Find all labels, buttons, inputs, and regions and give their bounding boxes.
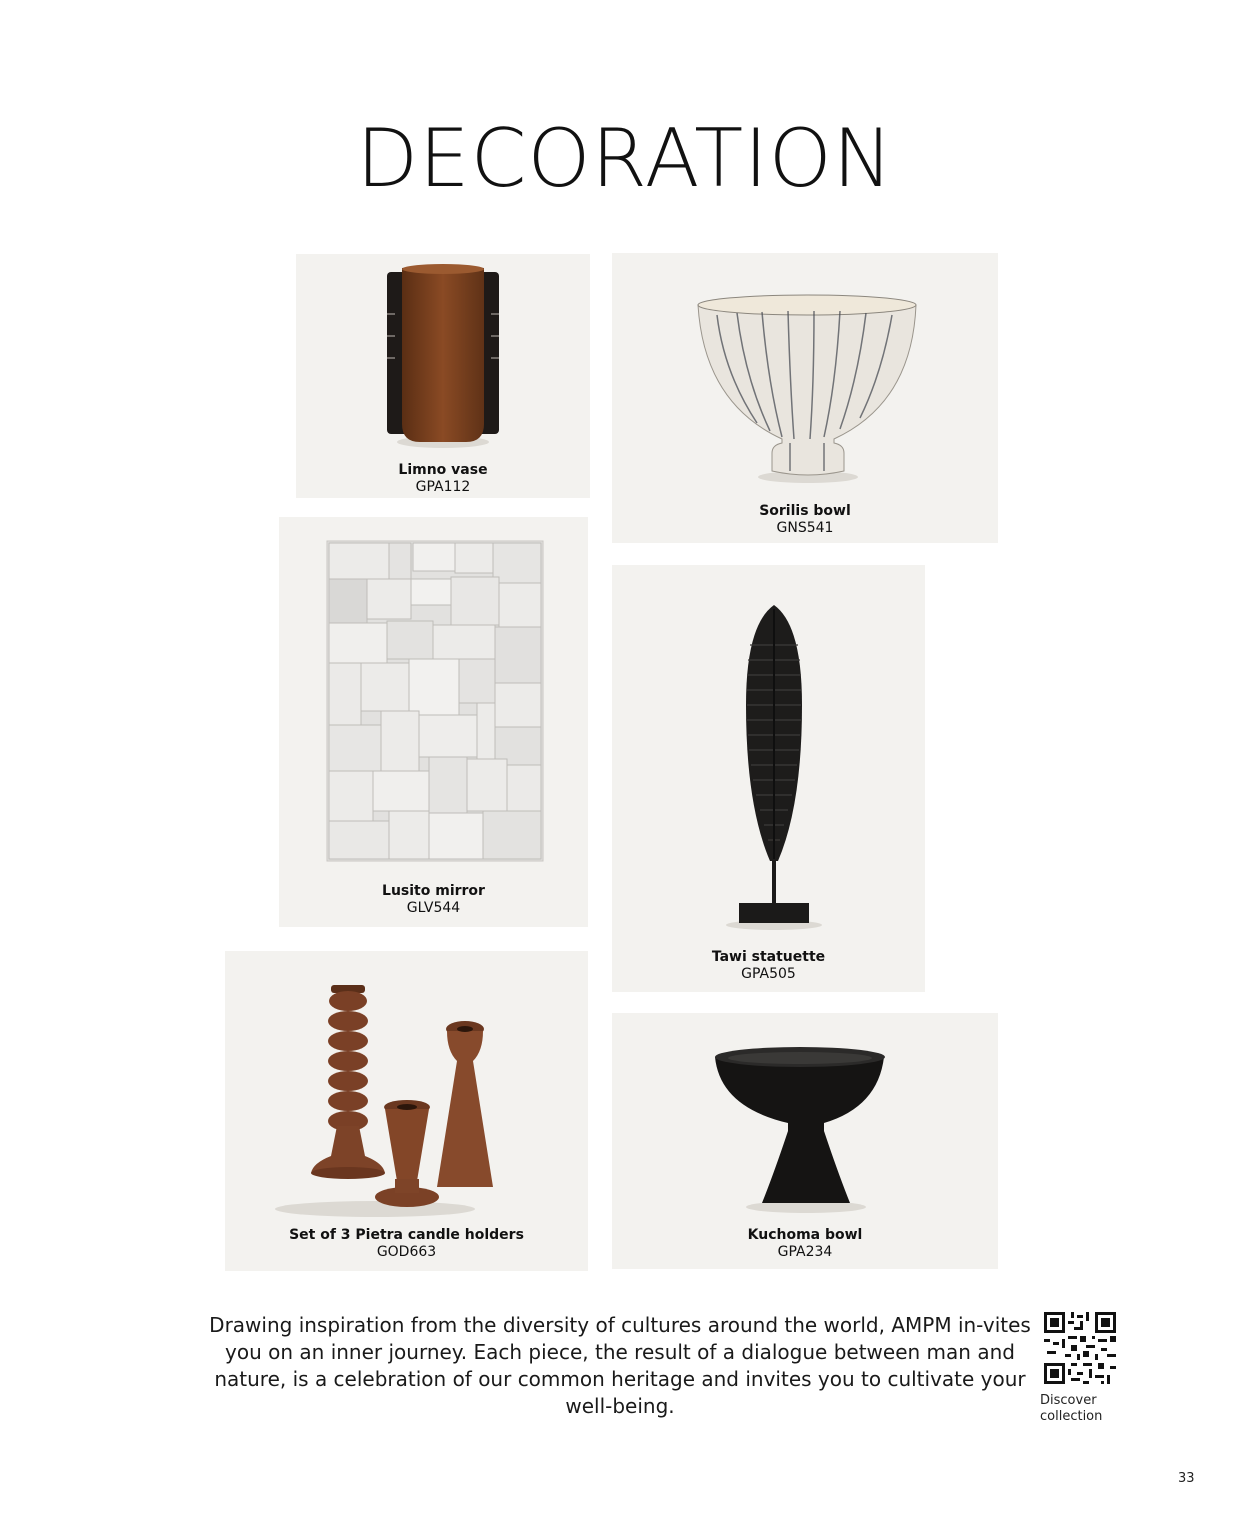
product-caption bbox=[296, 462, 590, 496]
description-text: Drawing inspiration from the diversity of cultures around the world, AMPM in-vites you on an inner journey. Each piece, the result of a dialogue between man and nature, is a celebration of our common heritage and invites you to cultivate your well-being. bbox=[209, 1313, 1031, 1418]
product-name: Tawi statuette bbox=[711, 949, 826, 965]
product-caption bbox=[612, 503, 998, 537]
product-code: GPA234 bbox=[777, 1244, 833, 1260]
product-card-sorilis-bowl[interactable] bbox=[612, 253, 998, 543]
tawi-statuette-image bbox=[612, 565, 925, 992]
pietra-candle-holders-image bbox=[225, 951, 588, 1271]
product-name: Sorilis bowl bbox=[759, 503, 851, 519]
page-number: 33 bbox=[1178, 1471, 1195, 1486]
product-card-kuchoma-bowl[interactable] bbox=[612, 1013, 998, 1269]
product-caption bbox=[225, 1227, 588, 1261]
lusito-mirror-image bbox=[279, 517, 588, 927]
product-name: Set of 3 Pietra candle holders bbox=[289, 1227, 524, 1243]
product-card-pietra-candle-holders[interactable] bbox=[225, 951, 588, 1271]
product-card-tawi-statuette[interactable] bbox=[612, 565, 925, 992]
page-title: DECORATION bbox=[356, 112, 894, 205]
product-name: Lusito mirror bbox=[382, 883, 485, 899]
product-caption bbox=[279, 883, 588, 917]
sorilis-bowl-image bbox=[612, 253, 998, 543]
product-code: GLV544 bbox=[406, 900, 461, 916]
product-card-limno-vase[interactable] bbox=[296, 254, 590, 498]
product-name: Kuchoma bowl bbox=[747, 1227, 863, 1243]
product-name: Limno vase bbox=[398, 462, 488, 478]
product-code: GOD663 bbox=[376, 1244, 437, 1260]
product-code: GNS541 bbox=[776, 520, 834, 536]
product-code: GPA505 bbox=[741, 966, 796, 982]
qr-code-icon[interactable] bbox=[1044, 1312, 1116, 1384]
product-caption bbox=[612, 949, 925, 983]
product-caption bbox=[612, 1227, 998, 1261]
product-card-lusito-mirror[interactable] bbox=[279, 517, 588, 927]
qr-label: Discover collection bbox=[1040, 1393, 1103, 1424]
product-code: GPA112 bbox=[415, 479, 471, 495]
